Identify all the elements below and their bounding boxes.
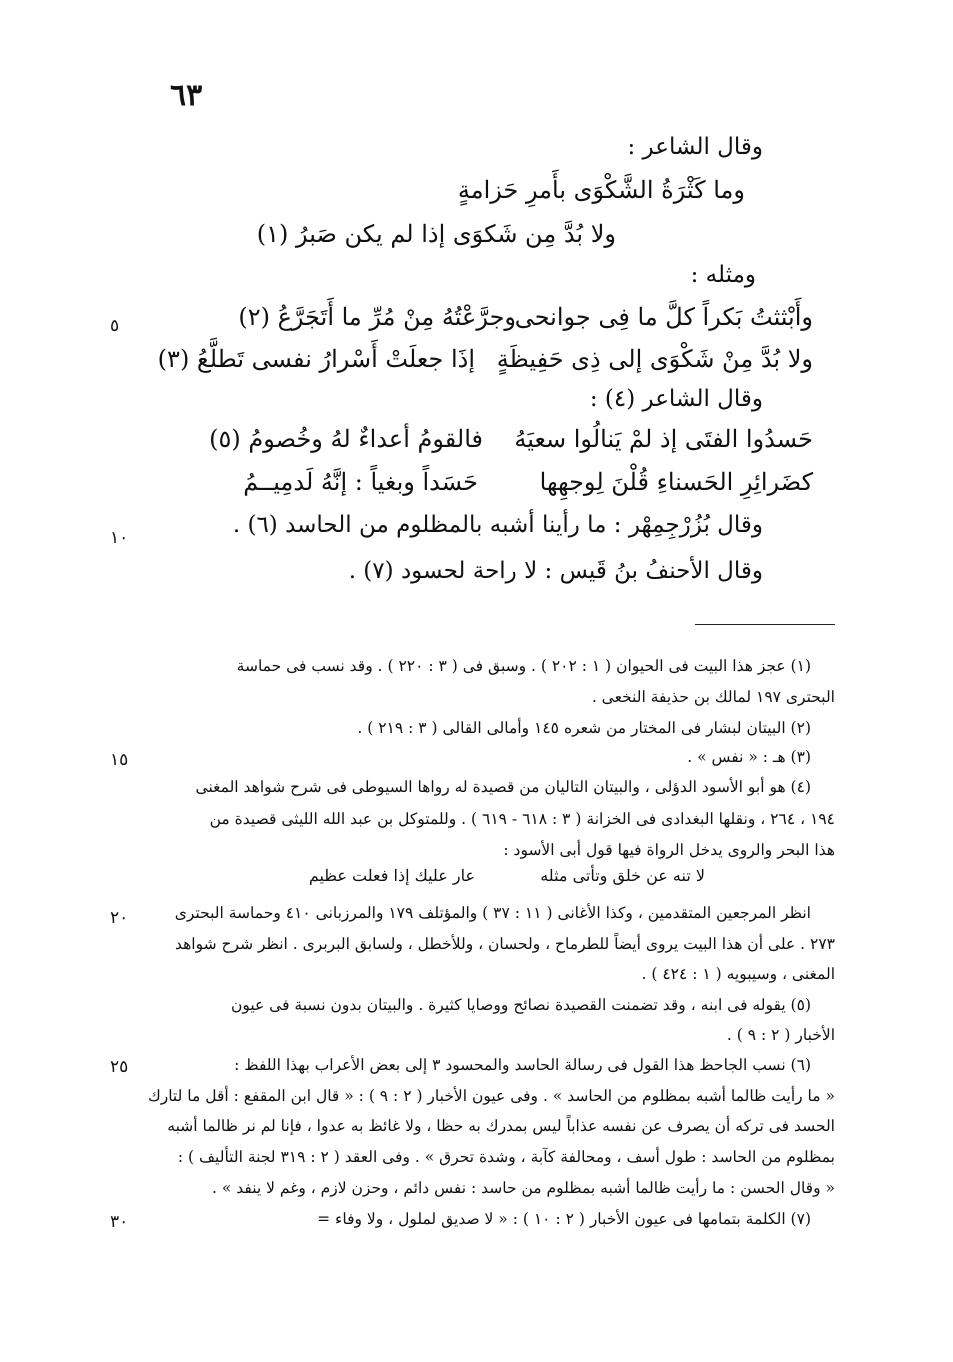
poem2-verse1-first-hemistich: وأَبْثثتُ بَكراً كلَّ ما فِى جوانحى <box>514 303 813 331</box>
intro-line-1: وقال الشاعر : <box>627 134 763 160</box>
line-number-30: ٣٠ <box>110 1212 129 1232</box>
footnote-4-line-6: المغنى ، وسيبويه ( ١ : ٤٢٤ ) . <box>641 965 835 983</box>
footnote-5-line-1: (٥) يقوله فى ابنه ، وقد تضمنت القصيدة نصائح ووصايا كثيرة . والبيتان بدون نسبة فى عيون <box>230 996 811 1014</box>
poem3-verse1-second-hemistich: فالقومُ أعداءٌ لهُ وخُصومُ (٥) <box>209 425 483 453</box>
footnote-4-line-5: ٢٧٣ . على أن هذا البيت يروى أيضاً للطرماح ، ولحسان ، وللأخطل ، ولسابق البربرى . انظر شرح شواهد <box>174 935 835 953</box>
footnote-1-line-2: البحترى ١٩٧ لمالك بن حذيفة النخعى . <box>591 688 835 706</box>
poem3-verse1-first-hemistich: حَسدُوا الفتَى إذ لمْ يَنالُوا سعيَهُ <box>514 425 813 453</box>
footnote-4-line-2: ١٩٤ ، ٢٦٤ ، ونقلها البغدادى فى الخزانة ( ٣ : ٦١٨ - ٦١٩ ) . وللمتوكل بن عبد الله الليثى قصيدة من <box>209 810 835 828</box>
footnote-7: (٧) الكلمة بتمامها فى عيون الأخبار ( ٢ : ١٠ ) : « لا صديق لملول ، ولا وفاء = <box>317 1210 811 1228</box>
poem1-hemistich-2: ولا بُدَّ مِن شَكوَى إذا لم يكن صَبرُ (١) <box>256 220 616 248</box>
saying-ahnaf: وقال الأحنفُ بنُ قَيس : لا راحة لحسود (٧) . <box>348 558 763 584</box>
intro-line-3: وقال الشاعر (٤) : <box>589 386 763 412</box>
line-number-15: ١٥ <box>110 750 129 770</box>
saying-bozorgmehr: وقال بُزُرْجِمِهْر : ما رأينا أشبه بالمظلوم من الحاسد (٦) . <box>232 512 763 538</box>
footnote-4-line-3: هذا البحر والروى يدخل الرواة فيها قول أبى الأسود : <box>503 841 835 859</box>
footnote-6-line-2: « ما رأيت ظالما أشبه بمظلوم من الحاسد » . وفى عيون الأخبار ( ٢ : ٩ ) : « قال ابن المقفع : أقل ما لتارك <box>147 1087 835 1105</box>
poem3-verse2-second-hemistich: حَسَداً وبغياً : إنَّهُ لَدمِيــمُ <box>243 468 478 496</box>
footnote-2: (٢) البيتان لبشار فى المختار من شعره ١٤٥ وأمالى القالى ( ٣ : ٢١٩ ) . <box>357 719 811 737</box>
poem1-hemistich-1: وما كَثْرَةُ الشَّكْوَى بأَمرِ حَزامةٍ <box>457 176 745 204</box>
line-number-25: ٢٥ <box>110 1057 129 1077</box>
page-number: ٦٣ <box>170 78 203 113</box>
footnote-6-line-5: « وقال الحسن : ما رأيت ظالما أشبه بمظلوم من حاسد : نفس دائم ، وحزن لازم ، وغم لا ينفد » . <box>211 1179 835 1197</box>
line-number-5: ٥ <box>110 316 120 336</box>
footnote-4-line-4: انظر المرجعين المتقدمين ، وكذا الأغانى ( ١١ : ٣٧ ) والمؤتلف ١٧٩ والمرزبانى ٤١٠ وحماسة البحترى <box>174 904 811 922</box>
footnote-6-line-1: (٦) نسب الجاحظ هذا القول فى رسالة الحاسد والمحسود ٣ إلى بعض الأعراب بهذا اللفظ : <box>234 1056 811 1074</box>
poem2-verse1-second-hemistich: وجرَّعْتُهُ مِنْ مُرِّ ما أَتَجَرَّعُ (٢) <box>238 303 516 331</box>
poem2-verse2-first-hemistich: ولا بُدَّ مِنْ شَكْوَى إلى ذِى حَفِيظَةٍ <box>496 345 813 373</box>
footnote-6-line-3: الحسد فى تركه أن يصرف عن نفسه عذاباً ليس بمدرك به حظا ، ولا غائظ به عدوا ، فإنا لم نر ظالما أشبه <box>167 1117 835 1135</box>
footnote-1-line-1: (١) عجز هذا البيت فى الحيوان ( ١ : ٢٠٢ ) . وسبق فى ( ٣ : ٢٢٠ ) . وقد نسب فى حماسة <box>236 657 811 675</box>
line-number-10: ١٠ <box>110 528 129 548</box>
poem3-verse2-first-hemistich: كضَرائِرِ الحَسناءِ قُلْنَ لِوجهِها <box>539 468 813 496</box>
footnote-4-line-1: (٤) هو أبو الأسود الدؤلى ، والبيتان التاليان من قصيدة له رواها السيوطى فى شرح شواهد المغنى <box>195 778 811 796</box>
poem2-verse2-second-hemistich: إذَا جعلَتْ أَسْرارُ نفسى تَطلَّعُ (٣) <box>157 345 475 373</box>
intro-line-2: ومثله : <box>690 262 756 288</box>
footnote-4-verse-first-hemistich: لا تنه عن خلق وتأتى مثله <box>540 866 705 885</box>
footnote-6-line-4: بمظلوم من الحاسد : طول أسف ، ومحالفة كآبة ، وشدة تحرق » . وفى العقد ( ٢ : ٣١٩ لجنة التأليف ) : <box>177 1148 835 1166</box>
footnote-5-line-2: الأخبار ( ٢ : ٩ ) . <box>726 1026 835 1044</box>
line-number-20: ٢٠ <box>110 908 129 928</box>
footnote-4-verse-second-hemistich: عار عليك إذا فعلت عظيم <box>308 866 475 885</box>
footnote-separator <box>695 624 835 625</box>
footnote-3: (٣) هـ : « نفس » . <box>687 748 811 766</box>
